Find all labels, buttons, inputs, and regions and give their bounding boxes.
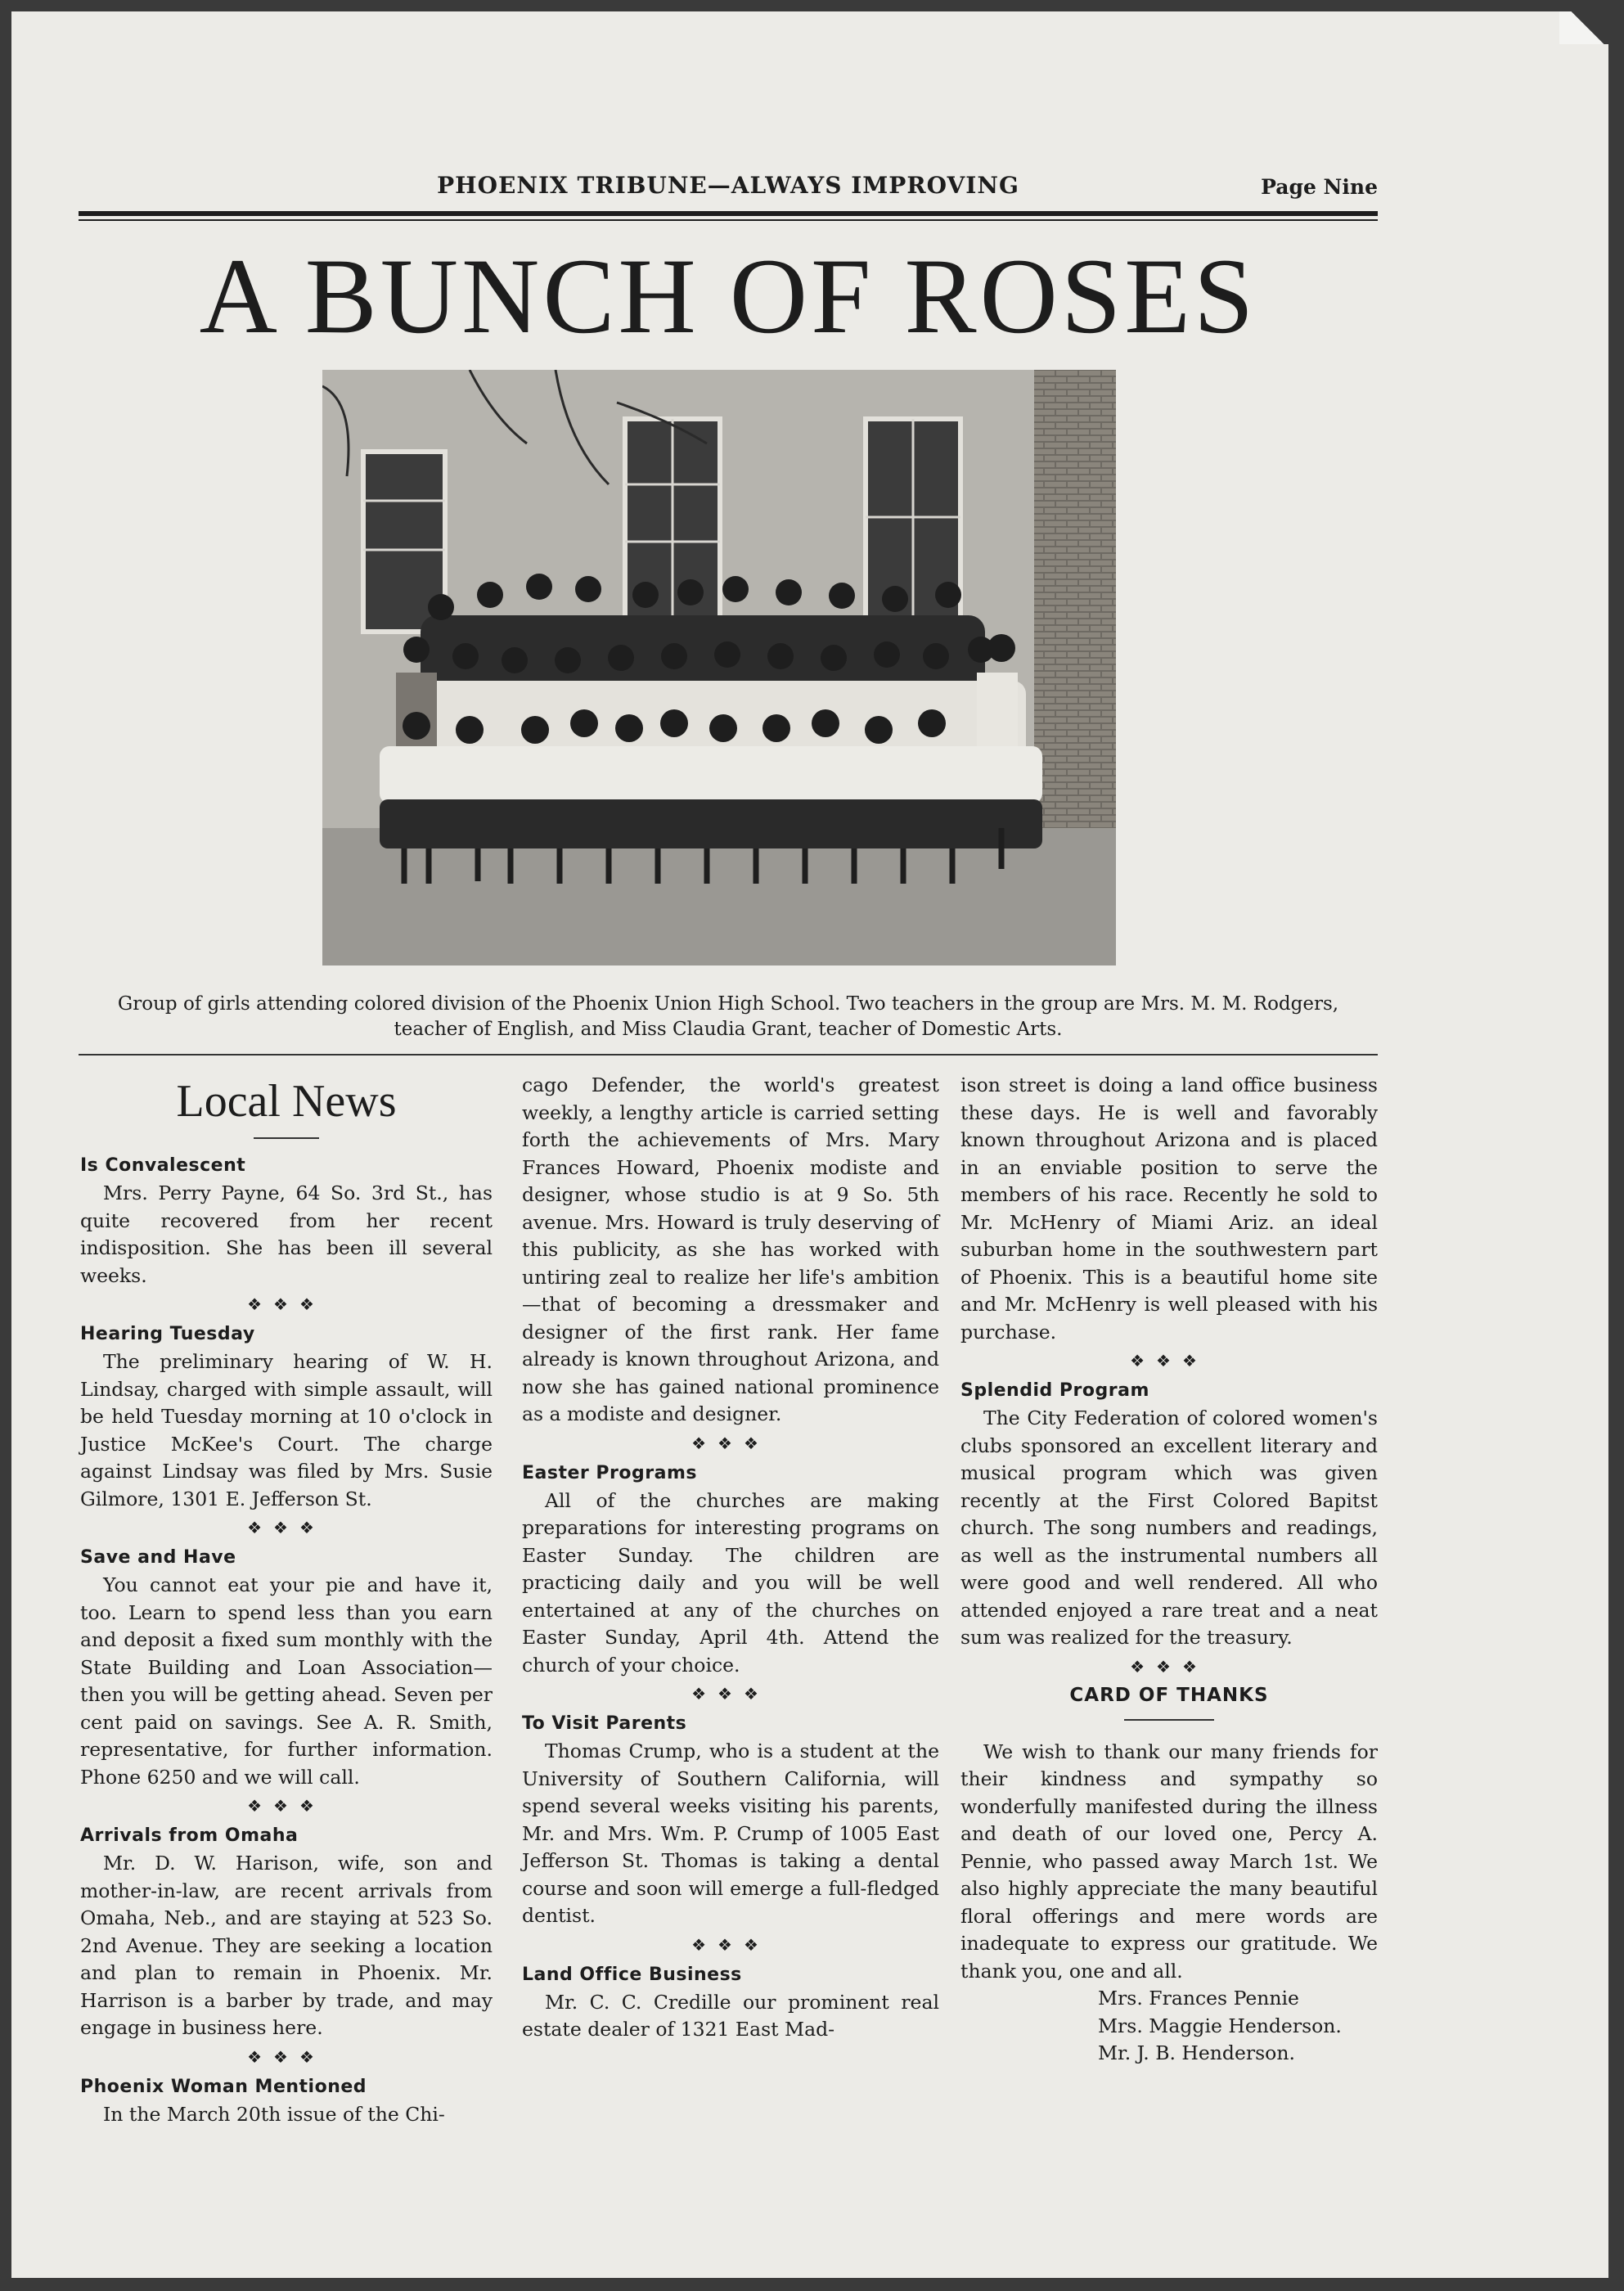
article-heading: Is Convalescent [80,1155,246,1176]
article-heading: Hearing Tuesday [80,1324,255,1344]
page-number: Page Nine [1261,175,1378,199]
header-rule-thin [79,219,1378,221]
ornament-divider: ❖❖❖ [691,1684,770,1704]
article-body: The preliminary hearing of W. H. Lindsay, charged with simple assault, will be held Tuesday morning at 10 o'clock in Justice McKee's Court. The charge against Lindsay was filed by Mrs. Susie Gilmore, 1301 E. Jefferson St. [80,1350,493,1510]
article-heading: Save and Have [80,1547,236,1568]
article-body: All of the churches are making preparations for interesting programs on Easter Sunday. The children are practicing daily and you will be well entertained at any of the churches on Easter Sunday, April 4th. Attend the church of your choice. [522,1488,939,1677]
local-news-title: Local News [176,1076,397,1127]
ornament-divider: ❖❖❖ [247,1796,326,1816]
article-heading: Splendid Program [960,1380,1149,1401]
article-body: In the March 20th issue of the Chi- [103,2102,445,2126]
article-heading: Arrivals from Omaha [80,1825,299,1846]
photo-caption: Group of girls attending colored division of the Phoenix Union High School. Two teachers in the group are Mrs. M. M. Rodgers, teacher of English, and Miss Claudia Grant, teacher of Domestic Arts. [117,993,1339,1040]
column-1 [80,1072,493,2128]
article-body: You cannot eat your pie and have it, too. Learn to spend less than you earn and deposit a fixed sum monthly with the State Building and Loan Association—then you will be getting ahead. Seven per cent paid on savings. See A. R. Smith, representative, for further information. Phone 6250 and we will call. [80,1573,493,1789]
signature-line: Mrs. Maggie Henderson. [1098,2014,1342,2037]
title-underline [254,1137,319,1139]
ornament-divider: ❖❖❖ [691,1934,770,1955]
column-3 [960,1072,1378,2068]
article-heading: To Visit Parents [522,1713,687,1734]
article-body: Mrs. Perry Payne, 64 So. 3rd St., has quite recovered from her recent indisposition. She has been ill several weeks. [80,1182,493,1287]
card-of-thanks-body: We wish to thank our many friends for their kindness and sympathy so wonderfully manifested during the illness and death of our loved one, Percy A. Pennie, who passed away March 1st. We also highly appreciate the many beautiful floral offerings and mere words are inadequate to express our gratitude. We thank you, one and all. [960,1740,1378,1983]
article-body: Thomas Crump, who is a student at the University of Southern California, will spend several weeks visiting his parents, Mr. and Mrs. Wm. P. Crump of 1005 East Jefferson St. Thomas is taking a dental course and soon will emerge a full-fledged dentist. [522,1740,939,1927]
section-rule [79,1054,1378,1055]
article-heading: Phoenix Woman Mentioned [80,2076,367,2097]
header-rule-thick [79,211,1378,216]
article-body-continued: ison street is doing a land office business these days. He is well and favorably known throughout Arizona and is placed in an enviable position to serve the members of his race. Recently he sold to Mr. McHenry of Miami Ariz. an ideal suburban home in the southwestern part of Phoenix. This is a beautiful home site and Mr. McHenry is well pleased with his purchase. [960,1073,1378,1344]
article-body: The City Federation of colored women's clubs sponsored an excellent literary and musical program which was given recently at the First Colored Bapitst church. The song numbers and readings, as well as the instrumental numbers all were good and well rendered. All who attended enjoyed a rare treat and a neat sum was realized for the treasury. [960,1407,1378,1649]
ornament-divider: ❖❖❖ [1130,1656,1208,1677]
ornament-divider: ❖❖❖ [247,2046,326,2067]
running-title: PHOENIX TRIBUNE—ALWAYS IMPROVING [437,172,1019,199]
page-headline: A BUNCH OF ROSES [199,236,1257,356]
group-photo-image [322,370,1116,965]
article-body-continued: cago Defender, the world's greatest weekly, a lengthy article is carried setting forth the achievements of Mrs. Mary Frances Howard, Phoenix modiste and designer, whose studio is at 9 So. 5th avenue. Mrs. Howard is truly deserving of this publicity, as she has worked with untiring zeal to realize her life's ambition —that of becoming a dressmaker and designer of the first rank. Her fame already is known throughout Arizona, and now she has gained national prominence as a modiste and designer. [522,1073,939,1425]
ornament-divider: ❖❖❖ [1130,1351,1208,1371]
ornament-divider: ❖❖❖ [247,1294,326,1314]
article-heading: Easter Programs [522,1462,697,1483]
article-heading: Land Office Business [522,1964,742,1985]
newspaper-page [11,11,1608,2278]
group-photo [322,370,1116,965]
running-header [79,172,1378,205]
ornament-divider: ❖❖❖ [247,1518,326,1537]
signature-line: Mr. J. B. Henderson. [1098,2041,1295,2064]
card-of-thanks-title: CARD OF THANKS [1069,1684,1269,1706]
article-body: Mr. D. W. Harison, wife, son and mother-in-law, are recent arrivals from Omaha, Neb., and are staying at 523 So. 2nd Avenue. They are seeking a location and plan to remain in Phoenix. Mr. Harrison is a barber by trade, and may engage in business here. [80,1852,493,2039]
column-2 [522,1072,939,2044]
signature-line: Mrs. Frances Pennie [1098,1987,1299,2010]
ornament-divider: ❖❖❖ [691,1433,770,1453]
page-corner-curl [1559,11,1608,44]
article-body: Mr. C. C. Credille our prominent real estate dealer of 1321 East Mad- [522,1990,939,2041]
card-title-underline [1124,1719,1214,1721]
